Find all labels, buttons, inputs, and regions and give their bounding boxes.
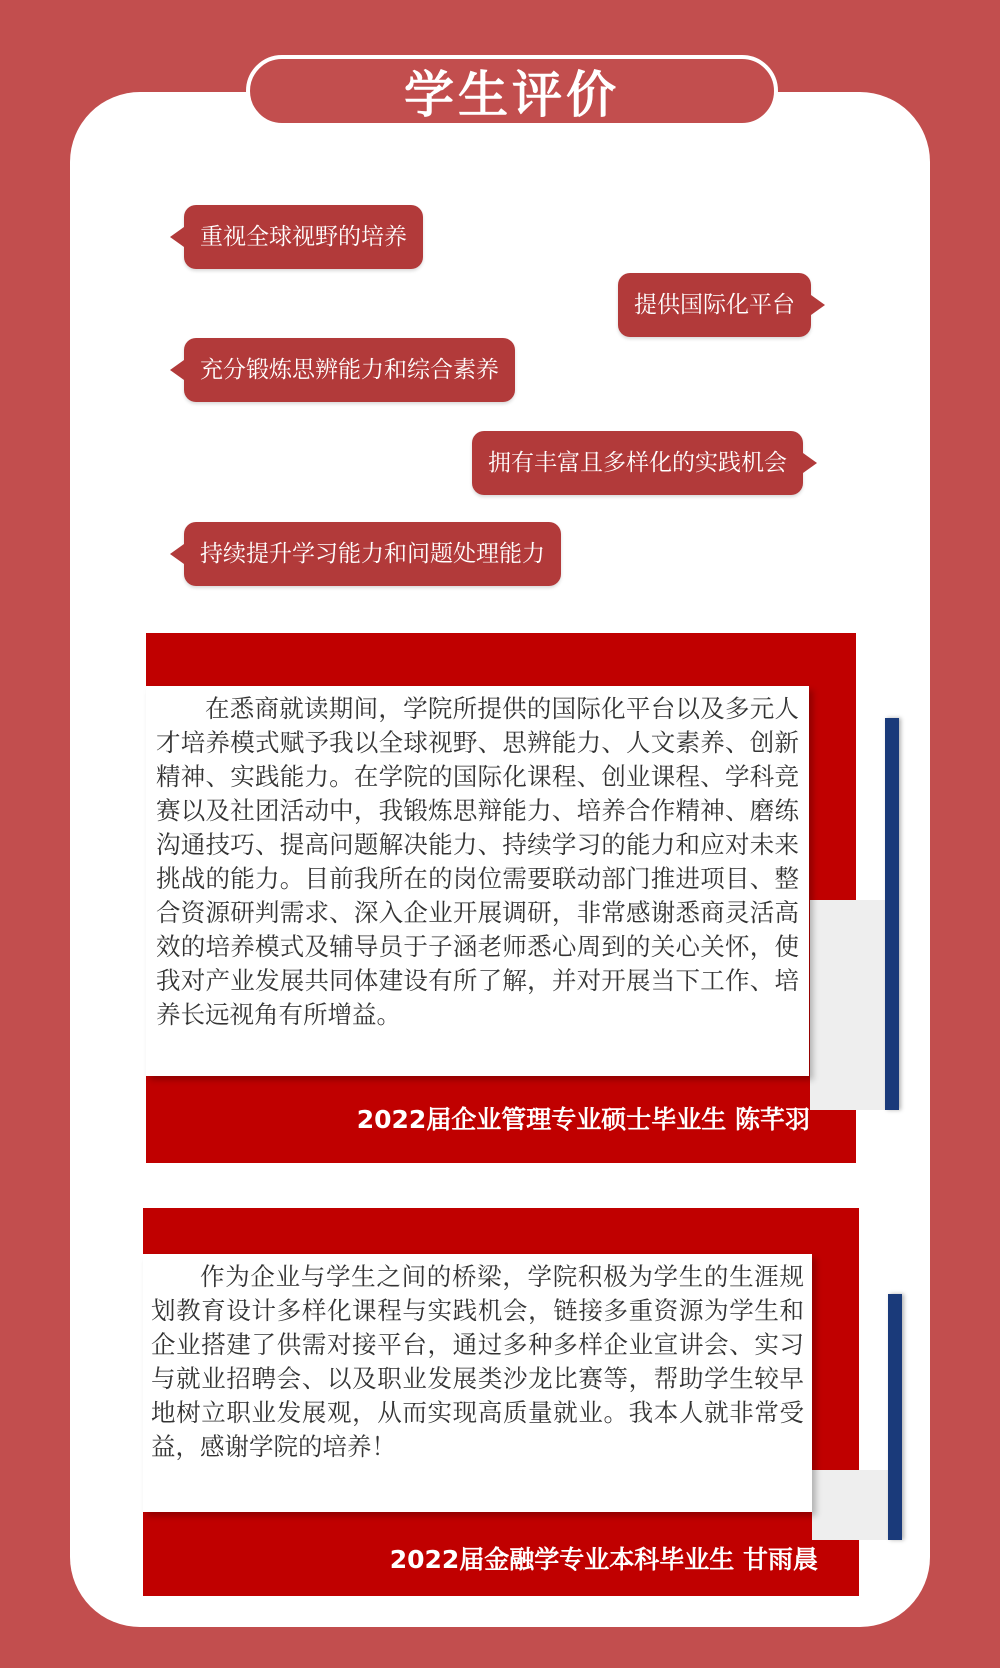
bubble-learning-ability: 持续提升学习能力和问题处理能力 [184, 522, 561, 586]
testimonial-2-author: 2022届金融学专业本科毕业生 甘雨晨 [389, 1545, 818, 1574]
bubble-critical-thinking: 充分锻炼思辨能力和综合素养 [184, 338, 515, 402]
testimonial-2-quote-box [143, 1254, 812, 1512]
bubble-practice-opportunities: 拥有丰富且多样化的实践机会 [472, 431, 803, 495]
testimonial-2-backdrop [812, 1470, 888, 1540]
testimonial-1-author: 2022届企业管理专业硕士毕业生 陈芊羽 [356, 1105, 810, 1134]
testimonial-1-quote-box [146, 686, 809, 1076]
testimonial-1-accent-bar [885, 718, 899, 1110]
bubble-international-platform: 提供国际化平台 [618, 273, 811, 337]
testimonial-2-text: 作为企业与学生之间的桥梁，学院积极为学生的生涯规划教育设计多样化课程与实践机会，链接多重资源为学生和企业搭建了供需对接平台，通过多种多样企业宣讲会、实习与就业招聘会、以及职业发展类沙龙比赛等，帮助学生较早地树立职业发展观，从而实现高质量就业。我本人就非常受益，感谢学院的培养！ [151, 1262, 804, 1461]
page-title: 学生评价 [246, 55, 778, 127]
testimonial-1-backdrop [810, 900, 885, 1110]
testimonial-2-accent-bar [888, 1294, 902, 1540]
testimonial-1-text: 在悉商就读期间，学院所提供的国际化平台以及多元人才培养模式赋予我以全球视野、思辨能力、人文素养、创新精神、实践能力。在学院的国际化课程、创业课程、学科竞赛以及社团活动中，我锻炼思辩能力、培养合作精神、磨练沟通技巧、提高问题解决能力、持续学习的能力和应对未来挑战的能力。目前我所在的岗位需要联动部门推进项目、整合资源研判需求、深入企业开展调研，非常感谢悉商灵活高效的培养模式及辅导员于子涵老师悉心周到的关心关怀，使我对产业发展共同体建设有所了解，并对开展当下工作、培养长远视角有所增益。 [156, 694, 799, 1029]
bubble-global-vision: 重视全球视野的培养 [184, 205, 423, 269]
